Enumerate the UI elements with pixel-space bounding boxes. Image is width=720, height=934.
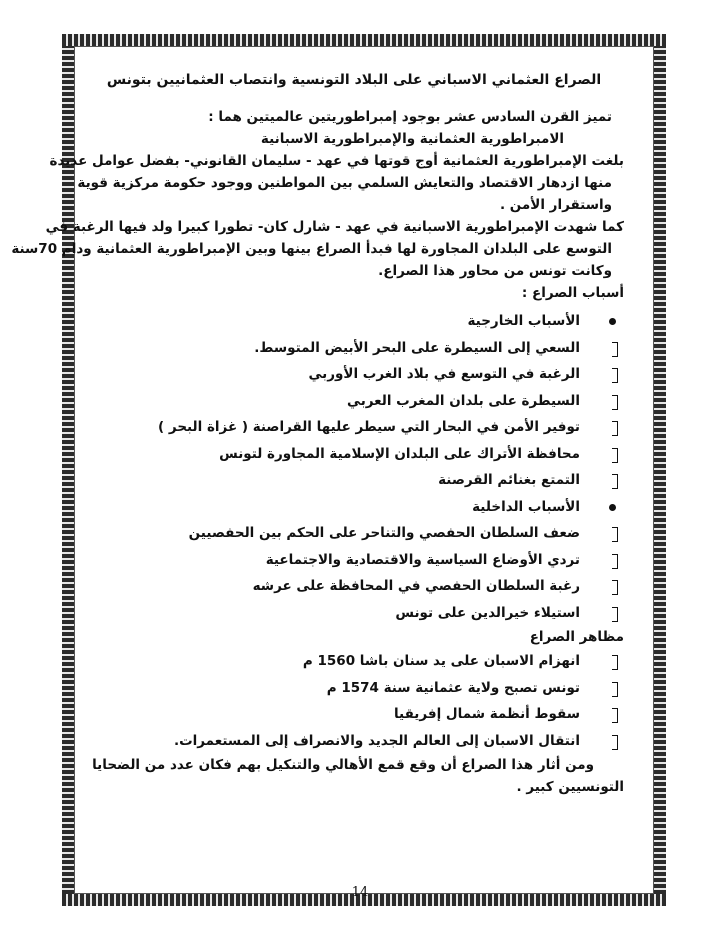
list-item: رغبة السلطان الحفصي في المحافظة على عرشه [84,573,624,600]
list-item: تردي الأوضاع السياسية والاقتصادية والاجتماعية [84,547,624,574]
intro-line: كما شهدت الإمبراطورية الاسبانية في عهد - شارل كان- تطورا كبيرا ولد فيها الرغبة في [45,219,624,235]
list-item: السيطرة على بلدان المغرب العربي [84,388,624,415]
external-causes-heading: الأسباب الخارجية [84,308,624,335]
aspects-heading: مظاهر الصراع [529,629,624,645]
intro-line: الامبراطورية العثمانية والإمبراطورية الاسبانية [260,131,564,147]
list-item: انتقال الاسبان إلى العالم الجديد والانصراف إلى المستعمرات. [84,728,624,755]
list-item: توفير الأمن في البحار التي سيطر عليها القراصنة ( غزاة البحر ) [84,414,624,441]
conclusion-line: ومن أثار هذا الصراع أن وقع قمع الأهالي والتنكيل بهم فكان عدد من الضحايا [92,757,594,773]
intro-line: منها ازدهار الاقتصاد والتعايش السلمي بين المواطنين ووجود حكومة مركزية قوية [77,175,612,191]
intro-line: وكانت تونس من محاور هذا الصراع. [378,263,612,279]
list-item: انهزام الاسبان على يد سنان باشا 1560 م [84,648,624,675]
page-number: 14 [351,885,369,900]
conclusion-line: التونسيين كبير . [516,779,624,795]
document-page [11,60,624,890]
document-title: الصراع العثماني الاسباني على البلاد التونسية وانتصاب العثمانيين بتونس [106,72,602,88]
list-item: التمتع بغنائم القرصنة [84,467,624,494]
intro-line: التوسع على البلدان المجاورة لها فبدأ الصراع بينها وبين الإمبراطورية العثمانية ودام 70سنة [11,241,612,257]
intro-line: بلغت الإمبراطورية العثمانية أوج قوتها في عهد - سليمان القانوني- بفضل عوامل عديدة [49,153,624,169]
aspects-list [84,648,624,754]
list-item: تونس تصبح ولاية عثمانية سنة 1574 م [84,675,624,702]
causes-heading: أسباب الصراع : [521,285,624,301]
list-item: محافظة الأتراك على البلدان الإسلامية المجاورة لتونس [84,441,624,468]
intro-line: تميز القرن السادس عشر بوجود إمبراطوريتين عالميتين هما : [208,109,612,125]
list-item: ضعف السلطان الحفصي والتناحر على الحكم بين الحفصيين [84,520,624,547]
internal-causes-heading: الأسباب الداخلية [84,494,624,521]
list-item: الرغبة في التوسع في بلاد الغرب الأوربي [84,361,624,388]
causes-list [84,308,624,626]
list-item: السعي إلى السيطرة على البحر الأبيض المتوسط. [84,335,624,362]
list-item: استيلاء خيرالدين على تونس [84,600,624,627]
list-item: سقوط أنظمة شمال إفريقيا [84,701,624,728]
intro-line: واستقرار الأمن . [499,197,612,213]
